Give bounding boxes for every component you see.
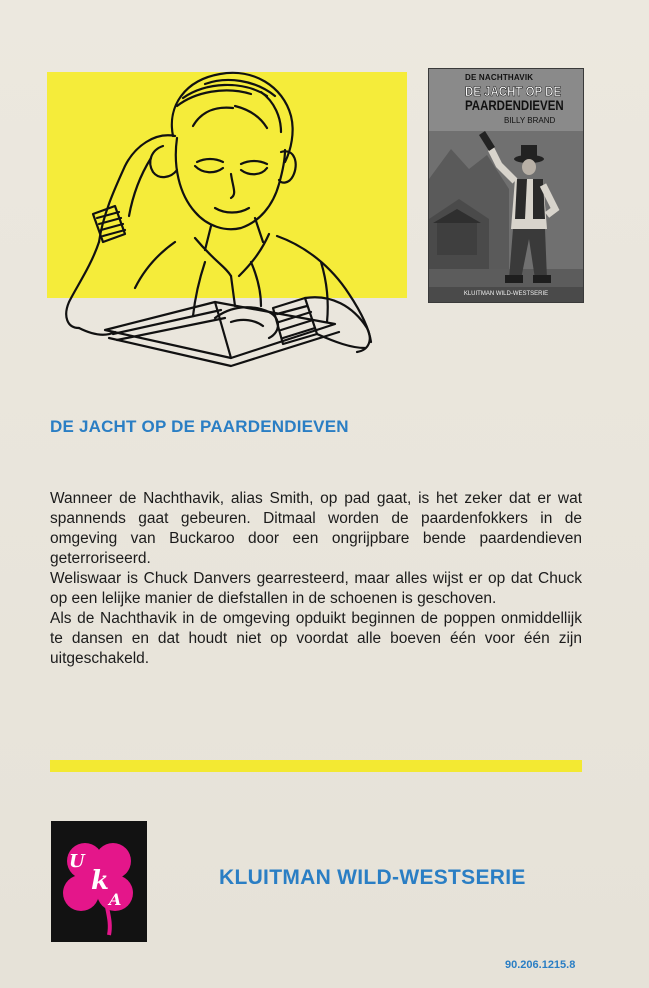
blurb-paragraph: Wanneer de Nachthavik, alias Smith, op pad gaat, is het zeker dat er wat spannends gaat gebeuren. Ditmaal worden de paardenfokkers in de omgeving van Buckaroo door een ongrijpbare bende paardendieven geterroriseerd. [50,490,582,567]
mini-cover-footer: KLUITMAN WILD-WESTSERIE [463,291,549,297]
logo-letter-k: k [91,866,110,896]
logo-letter-u: U [69,851,85,872]
yellow-divider [50,760,582,772]
mini-cover-series: DE NACHTHAVIK [465,73,534,82]
blurb-text [50,489,582,669]
mini-cover-image [428,68,584,303]
mini-cover-title [465,83,564,113]
mini-cover-title-line1: DE JACHT OP DE [465,83,562,99]
mini-cover-title-line2: PAARDENDIEVEN [465,97,564,113]
mini-cover-author: BILLY BRAND [504,116,556,125]
blurb-paragraph: Weliswaar is Chuck Danvers gearresteerd, maar alles wijst er op dat Chuck op een lelijke manier de diefstallen in de schoenen is geschoven. [50,570,582,607]
blurb-paragraph: Als de Nachthavik in de omgeving opduikt beginnen de poppen onmiddellijk te dansen en dat houdt niet op voordat alle boeven één voor één zijn uitgeschakeld. [50,610,582,667]
reading-boy-illustration [55,66,395,371]
series-name: KLUITMAN WILD-WESTSERIE [219,866,526,889]
isbn-number: 90.206.1215.8 [505,959,576,971]
book-title: DE JACHT OP DE PAARDENDIEVEN [50,417,349,436]
uka-clover-logo [51,821,147,942]
logo-letter-a: A [109,890,122,909]
clover-icon [51,821,147,942]
